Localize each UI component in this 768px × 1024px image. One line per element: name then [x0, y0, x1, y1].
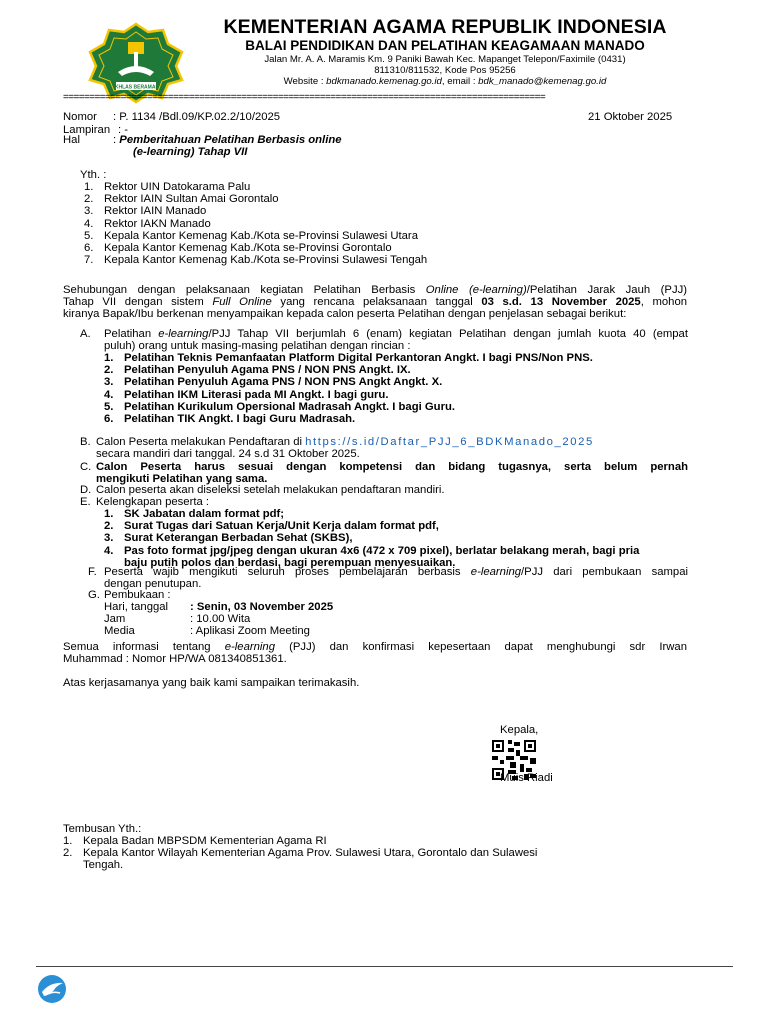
- list-item: 4. Rektor IAKN Manado: [84, 217, 211, 230]
- nomor-value: : P. 1134 /Bdl.09/KP.02.2/10/2025: [113, 111, 281, 123]
- header-separator: ============================================================================================: [63, 92, 546, 103]
- list-item: 7. Kepala Kantor Kemenag Kab./Kota se-Provinsi Sulawesi Tengah: [84, 254, 428, 267]
- list-item: 2. Kepala Kantor Wilayah Kementerian Agama Prov. Sulawesi Utara, Gorontalo dan Sulawesi: [63, 847, 538, 860]
- logo-motto: IKHLAS BERAMAL: [113, 84, 159, 91]
- address: [215, 54, 675, 76]
- point-g-letter: G.: [88, 589, 100, 601]
- closing-sentence: Atas kerjasamanya yang baik kami sampaikan terimakasih.: [63, 677, 360, 689]
- list-item-continued: baju putih polos dan berdasi, bagi perempuan menyesuaikan.: [124, 556, 456, 569]
- bird-emblem-icon: [36, 974, 68, 1004]
- point-b-letter: B.: [80, 436, 91, 448]
- hal-value-2: (e-learning) Tahap VII: [133, 146, 248, 158]
- registration-link[interactable]: https://s.id/Daftar_PJJ_6_BDKManado_2025: [305, 436, 594, 448]
- list-item: 2. Rektor IAIN Sultan Amai Gorontalo: [84, 193, 279, 206]
- nomor-label: Nomor: [63, 111, 97, 123]
- cc-list: [63, 835, 537, 872]
- point-b-line-2: secara mandiri dari tanggal. 24 s.d 31 Oktober 2025.: [96, 448, 360, 460]
- point-b-line-1: Calon Peserta melakukan Pendaftaran di https://s.id/Daftar_PJJ_6_BDKManado_2025: [96, 436, 594, 448]
- recipient-list: [84, 181, 427, 266]
- hal-value-1: Pemberitahuan Pelatihan Berbasis online: [119, 134, 342, 146]
- list-item: 2. Pelatihan Penyuluh Agama PNS / NON PNS Angkt. IX.: [104, 364, 411, 377]
- point-d: Calon peserta akan diseleksi setelah melakukan pendaftaran mandiri.: [96, 484, 445, 496]
- signature-title: Kepala,: [500, 724, 539, 736]
- nomor-row: [63, 111, 280, 123]
- list-item: 6. Pelatihan TIK Angkt. I bagi Guru Madrasah.: [104, 413, 356, 426]
- point-e-letter: E.: [80, 496, 91, 508]
- hal-row: Hal : Pemberitahuan Pelatihan Berbasis online: [63, 134, 342, 146]
- point-c: Calon Peserta harus sesuai dengan kompetensi dan bidang tugasnya, serta belum pernah mengikuti Pelatihan yang sama.: [96, 461, 688, 486]
- website-label: Website :: [283, 76, 327, 87]
- info-paragraph: Semua informasi tentang e-learning (PJJ) dan konfirmasi kepesertaan dapat menghubungi sdr Irwan Muhammad : Nomor HP/WA 081340851361.: [63, 641, 687, 666]
- lampiran-label: Lampiran: [63, 124, 111, 136]
- list-item: 1. Kepala Badan MBPSDM Kementerian Agama RI: [63, 835, 327, 847]
- list-item: 6. Kepala Kantor Kemenag Kab./Kota se-Provinsi Gorontalo: [84, 242, 392, 255]
- point-a-letter: A.: [80, 328, 91, 340]
- opening-time-row: Jam : 10.00 Wita: [104, 613, 251, 626]
- list-item: 5. Pelatihan Kurikulum Opersional Madrasah Angkt. I bagi Guru.: [104, 400, 456, 413]
- opening-details: [104, 601, 333, 638]
- point-f: Peserta wajib mengikuti seluruh proses pembelajaran berbasis e-learning/PJJ dari pembukaan sampai dengan penutupan.: [104, 566, 688, 591]
- list-item: 3. Pelatihan Penyuluh Agama PNS / NON PNS Angkt Angkt. X.: [104, 376, 443, 389]
- list-item: 5. Kepala Kantor Kemenag Kab./Kota se-Provinsi Sulawesi Utara: [84, 229, 418, 242]
- lampiran-value: : -: [118, 124, 129, 136]
- footer-divider: [36, 966, 733, 967]
- list-item-continued: Tengah.: [83, 859, 124, 872]
- opening-day-row: Hari, tanggal : Senin, 03 November 2025: [104, 601, 334, 613]
- recipient-greeting: Yth. :: [80, 169, 107, 181]
- point-c-letter: C.: [80, 461, 92, 473]
- address-line-2: 811310/811532, Kode Pos 95256: [374, 65, 516, 76]
- list-item: 1. SK Jabatan dalam format pdf;: [104, 508, 285, 520]
- point-f-letter: F.: [88, 566, 97, 578]
- intro-paragraph: Sehubungan dengan pelaksanaan kegiatan Pelatihan Berbasis Online (e-learning)/Pelatihan Jarak Jauh (PJJ) Tahap VII dengan sistem Full Online yang rencana pelaksanaan tanggal 03 s.d. 13 November 2025, mohon kiranya Bapak/Ibu berkenan menyampaikan kepada calon peserta Pelatihan dengan penjelasan sebagai berikut:: [63, 284, 688, 321]
- list-item: 3. Surat Keterangan Berbadan Sehat (SKBS),: [104, 532, 353, 545]
- email-link[interactable]: bdk_manado@kemenag.go.id: [478, 76, 607, 87]
- training-list: [104, 352, 593, 425]
- opening-media-row: Media : Aplikasi Zoom Meeting: [104, 625, 310, 638]
- list-item: 4. Pas foto format jpg/jpeg dengan ukuran 4x6 (472 x 709 pixel), berlatar belakang merah, bagi pria: [104, 544, 640, 557]
- hal-label: Hal: [63, 134, 80, 146]
- address-line-1: Jalan Mr. A. A. Maramis Km. 9 Paniki Bawah Kec. Mapanget Telepon/Faximile (0431): [264, 54, 626, 65]
- list-item: 1. Rektor UIN Datokarama Palu: [84, 181, 251, 193]
- point-d-letter: D.: [80, 484, 92, 496]
- point-e: Kelengkapan peserta :: [96, 496, 210, 508]
- signatory-name: Muis Riadi: [500, 772, 553, 784]
- list-item: 4. Pelatihan IKM Literasi pada MI Angkt. I bagi guru.: [104, 388, 389, 401]
- list-item: 1. Pelatihan Teknis Pemanfaatan Platform Digital Perkantoran Angkt. I bagi PNS/Non PNS.: [104, 352, 593, 364]
- list-item: 2. Surat Tugas dari Satuan Kerja/Unit Kerja dalam format pdf,: [104, 520, 439, 533]
- contact-line: [215, 76, 675, 87]
- cc-title: Tembusan Yth.:: [63, 823, 142, 835]
- letter-date: 21 Oktober 2025: [588, 111, 673, 123]
- website-link[interactable]: bdkmanado.kemenag.go.id: [326, 76, 442, 87]
- point-a: Pelatihan e-learning/PJJ Tahap VII berjumlah 6 (enam) kegiatan Pelatihan dengan jumlah kuota 40 (empat puluh) orang untuk masing-masing pelatihan dengan rincian :: [104, 328, 688, 353]
- institution-name: BALAI PENDIDIKAN DAN PELATIHAN KEAGAMAAN MANADO: [245, 38, 645, 53]
- requirements-list: [104, 508, 688, 569]
- ministry-name: KEMENTERIAN AGAMA REPUBLIK INDONESIA: [223, 16, 667, 38]
- point-g: Pembukaan :: [104, 589, 171, 601]
- email-label: , email :: [441, 76, 479, 87]
- list-item: 3. Rektor IAIN Manado: [84, 205, 207, 218]
